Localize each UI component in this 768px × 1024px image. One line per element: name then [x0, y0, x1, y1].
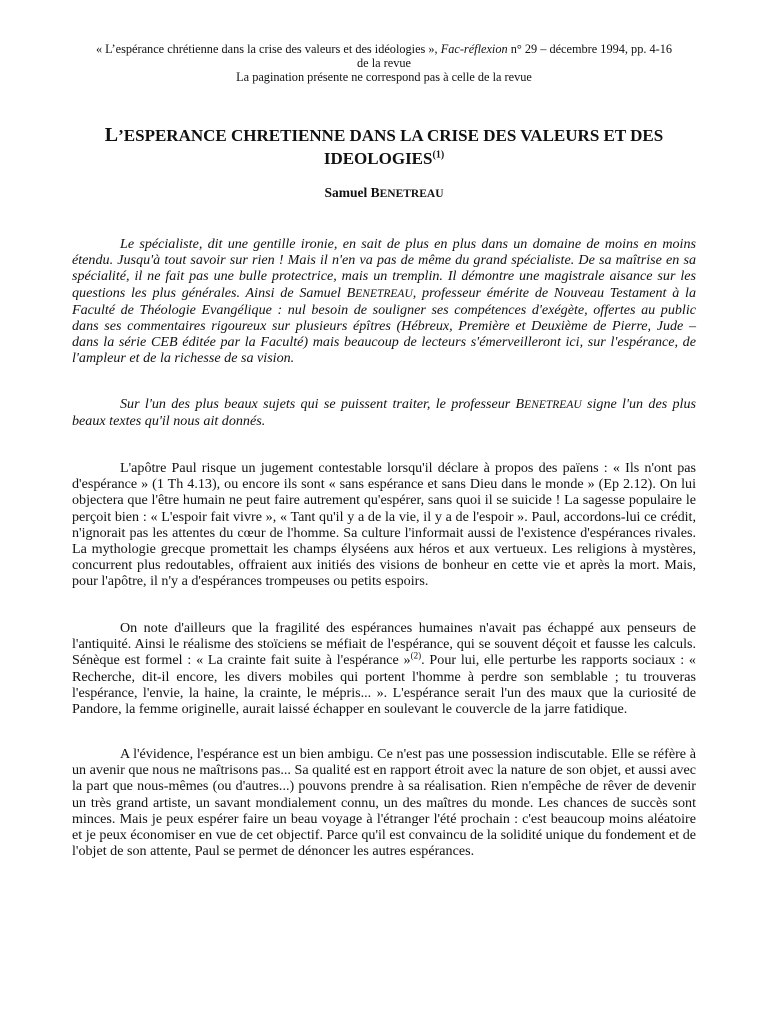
journal-name: Fac-réflexion	[440, 42, 508, 56]
body-paragraph-2	[72, 620, 696, 717]
intro-p1-text-a: Le spécialiste, dit une gentille ironie, en sait de plus en plus dans un domaine de moins en moins étendu. Jusqu'à tout savoir sur rien ! Mais il n'en va pas de même du grand spécialiste. De sa maîtrise en sa spécialité, il ne fait pas une bulle protectrice, mais un tremplin. Il démontre une magistrale aisance sur les questions les plus générales. Ainsi de Samuel B	[72, 236, 696, 301]
body-p1-text: L'apôtre Paul risque un jugement contestable lorsqu'il déclare à propos des païens : « Ils n'ont pas d'espérance » (1 Th 4.13), ou encore ils sont « sans espérance et sans Dieu dans le monde » (Ep 2.12). On lui objectera que l'être humain ne peut faire autrement qu'espérer, sans quoi il se suicide ! La sagesse populaire le perçoit bien : « L'espoir fait vivre », « Tant qu'il y a de la vie, il y a de l'espoir ». Paul, accordons-lui ce crédit, n'ignorait pas les attentes du cœur de l'homme. Sa culture l'informait aussi de l'existence d'espérances rivales. La mythologie grecque promettait les champs élyséens aux héros et aux vertueux. Les religions à mystères, concurrent plus redoutables, offraient aux initiés des visions de bonheur en cette vie et après la mort. Mais, pour l'apôtre, il n'y a d'espérances trompeuses ou petits espoirs.	[72, 460, 696, 590]
body-paragraph-3	[72, 746, 696, 859]
body-p2-text-a: On note d'ailleurs que la fragilité des espérances humaines n'avait pas échappé aux penseurs de l'antiquité. Ainsi le réalisme des stoïciens se méfiait de l'espérance, qui se souvent déçoit et fausse les calculs. Sénèque est formel : « La crainte fait suite à l'espérance »	[72, 620, 696, 669]
title-line-2	[70, 147, 698, 170]
intro-p2-author: ENETREAU	[524, 399, 582, 411]
pagination-note: La pagination présente ne correspond pas à celle de la revue	[236, 70, 532, 85]
intro-p1-text-b: , professeur émérite de Nouveau Testament à la Faculté de Théologie Evangélique : nul besoin de souligner ses compétences d'exégète, offertes au public dans ses commentaires rigoureux sur plusieurs épîtres (Hébreux, Première et Deuxième de Pierre, Jude – dans la série CEB éditée par la Faculté) mais beaucoup de lecteurs s'émerveilleront ici, sur l'espérance, de l'ampleur et de la richesse de sa vision.	[72, 284, 696, 367]
intro-paragraph-2	[72, 396, 696, 429]
citation-line-1	[60, 42, 708, 56]
intro-p2-text-a: Sur l'un des plus beaux sujets qui se puissent traiter, le professeur B	[120, 396, 525, 412]
intro-p1-author: ENETREAU	[355, 287, 413, 300]
title-line-1	[70, 124, 698, 147]
body-paragraph-1	[72, 460, 696, 590]
citation-line-2: de la revue	[357, 56, 411, 71]
title-footnote-ref: (1)	[432, 149, 445, 161]
body-p2-text-b: . Pour lui, elle perturbe les rapports sociaux : « Recherche, dit-il encore, les divers mobiles qui portent l'homme à perdre son semblable ; tu trouveras l'espérance, l'envie, la haine, la crainte, le mépris... ». L'espérance serait l'un des maux que la curiosité de Pandore, la femme originelle, aurait laissé échapper en soulevant le couvercle de la jarre fatidique.	[72, 652, 696, 718]
body-p3-text: A l'évidence, l'espérance est un bien ambigu. Ce n'est pas une possession indiscutable. Elle se réfère à un avenir que nous ne maîtrisons pas... Sa qualité est en rapport étroit avec la nature de son objet, et aussi avec la part que nous-mêmes (ou d'autres...) pouvons prendre à sa réalisation. Rien n'empêche de rêver de devenir un très grand artiste, un savant mondialement connu, un des maîtres du monde. Les chances de succès sont minces. Mais je peux espérer faire un beau voyage à l'étranger l'été prochain : c'est beaucoup moins aléatoire et je peux économiser en vue de cet objectif. Parce qu'il est convaincu de la solidité unique du fondement et de l'objet de son attente, Paul se permet de dénoncer les autres espérances.	[72, 746, 696, 860]
author-name	[0, 185, 768, 201]
author-first: Samuel B	[324, 185, 380, 200]
intro-p2-text-b: signe l'un des plus beaux textes qu'il nous ait donnés.	[72, 396, 697, 430]
citation-header	[60, 42, 708, 85]
citation-issue: n° 29 – décembre 1994, pp. 4-16	[507, 42, 673, 56]
title-end: IDEOLOGIES	[323, 149, 433, 168]
citation-text: « L’espérance chrétienne dans la crise des valeurs et des idéologies »,	[95, 42, 441, 56]
article-title	[70, 124, 698, 170]
title-initial: L	[104, 124, 119, 146]
author-last: ENETREAU	[379, 188, 444, 200]
title-rest: ’ESPERANCE CHRETIENNE DANS LA CRISE DES VALEURS ET DES	[118, 126, 664, 145]
footnote-ref-2: (2)	[410, 650, 422, 661]
intro-paragraph-1	[72, 236, 696, 367]
